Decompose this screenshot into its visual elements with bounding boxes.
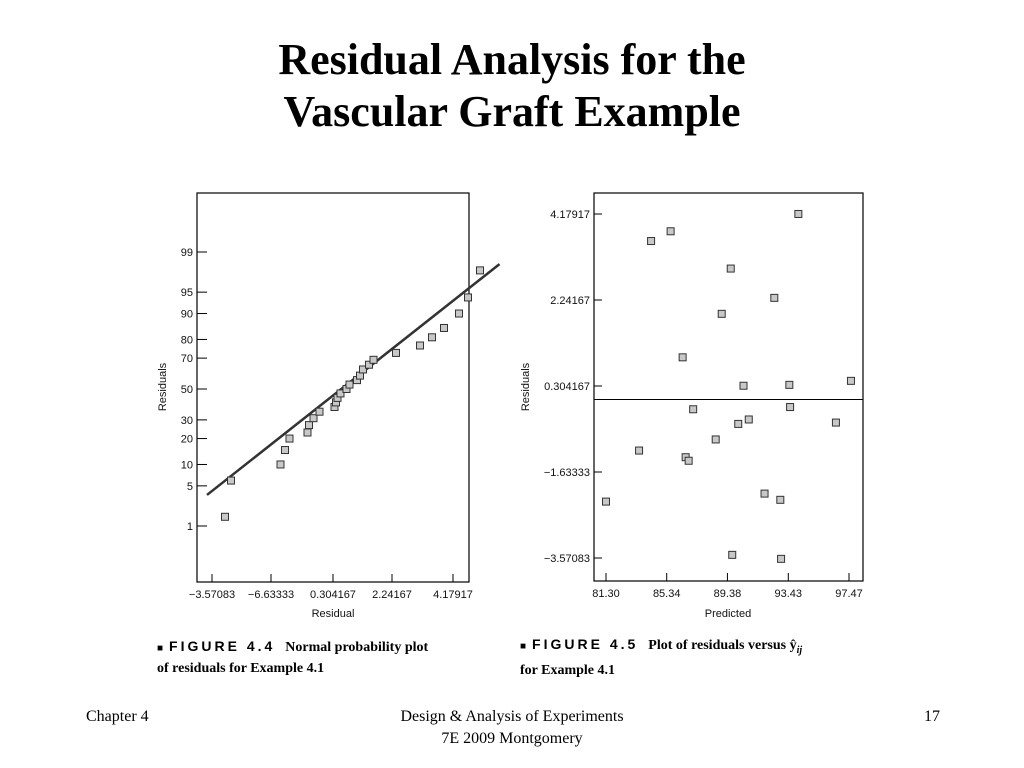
y-tick-label: 5 xyxy=(186,480,193,493)
data-point xyxy=(690,406,697,413)
caption-marker: ■ xyxy=(157,643,164,654)
x-tick-label: 93.43 xyxy=(774,588,803,600)
x-axis-ticks xyxy=(592,573,863,600)
data-point xyxy=(761,490,768,497)
data-point xyxy=(685,457,692,464)
figure-label: FIGURE 4.5 xyxy=(532,636,639,652)
x-tick-label: −6.63333 xyxy=(247,589,295,601)
footer-page-number: 17 xyxy=(924,708,940,725)
footer-book xyxy=(312,706,712,750)
y-tick-label: 2.24167 xyxy=(550,295,590,307)
data-point xyxy=(795,210,802,217)
residuals-vs-predicted-plot xyxy=(520,193,863,620)
y-tick-label: 50 xyxy=(180,384,193,396)
data-point xyxy=(417,342,424,349)
y-tick-label: −1.63333 xyxy=(543,467,590,479)
slide-title-line1: Residual Analysis for the xyxy=(278,35,746,84)
y-tick-label: 10 xyxy=(180,459,193,472)
y-axis-ticks xyxy=(544,209,602,565)
y-axis-ticks xyxy=(181,247,207,533)
data-point xyxy=(727,265,734,272)
x-axis-ticks xyxy=(189,574,473,601)
data-point xyxy=(787,404,794,411)
data-point xyxy=(286,435,293,442)
data-point xyxy=(370,356,377,363)
x-tick-label: 89.38 xyxy=(713,588,742,600)
y-tick-label: 95 xyxy=(180,287,193,300)
data-point xyxy=(729,551,736,558)
y-tick-label: 20 xyxy=(180,433,193,446)
y-tick-label: 30 xyxy=(180,414,193,427)
data-point xyxy=(667,228,674,235)
y-tick-label: 99 xyxy=(180,247,193,259)
y-axis-label: Residuals xyxy=(157,362,169,412)
data-point xyxy=(777,496,784,503)
caption-subscript: ij xyxy=(796,644,803,656)
y-tick-label: 80 xyxy=(180,334,193,347)
figure-4-5-caption xyxy=(520,634,802,681)
y-tick-label: 0.304167 xyxy=(544,381,590,394)
data-point xyxy=(282,447,289,454)
x-axis-label: Residual xyxy=(311,608,355,620)
x-tick-label: 4.17917 xyxy=(433,589,473,601)
x-tick-label: 0.304167 xyxy=(310,589,356,601)
normal-probability-plot xyxy=(157,193,500,620)
y-tick-label: 90 xyxy=(180,308,193,321)
data-point xyxy=(778,555,785,562)
caption-line1: Normal probability plot xyxy=(285,640,429,655)
data-point xyxy=(745,416,752,423)
data-point xyxy=(636,447,643,454)
data-point xyxy=(648,238,655,245)
plot-frame xyxy=(594,193,863,581)
data-points xyxy=(222,267,484,520)
data-point xyxy=(771,294,778,301)
data-point xyxy=(735,420,742,427)
plot-frame xyxy=(197,193,469,582)
footer-book-line2: 7E 2009 Montgomery xyxy=(441,730,583,747)
caption-marker: ■ xyxy=(520,641,527,652)
slide-title-line2: Vascular Graft Example xyxy=(283,87,741,136)
data-point xyxy=(429,334,436,341)
x-axis-label: Predicted xyxy=(704,608,752,620)
caption-line2: of residuals for Example 4.1 xyxy=(157,661,325,676)
data-point xyxy=(477,267,484,274)
data-point xyxy=(718,310,725,317)
figure-4-4-caption xyxy=(157,636,428,679)
data-point xyxy=(679,354,686,361)
data-point xyxy=(346,381,353,388)
data-point xyxy=(712,436,719,443)
data-point xyxy=(393,349,400,356)
y-tick-label: 4.17917 xyxy=(550,209,590,221)
data-point xyxy=(304,429,311,436)
x-tick-label: 2.24167 xyxy=(372,589,412,601)
data-point xyxy=(603,498,610,505)
data-point xyxy=(832,419,839,426)
data-point xyxy=(465,294,472,301)
data-point xyxy=(786,381,793,388)
x-tick-label: 97.47 xyxy=(835,588,863,600)
caption-line2: for Example 4.1 xyxy=(520,662,616,678)
footer-chapter: Chapter 4 xyxy=(86,708,149,725)
data-point xyxy=(306,422,313,429)
x-tick-label: −3.57083 xyxy=(188,589,236,601)
data-point xyxy=(456,310,463,317)
caption-line1: Plot of residuals versus ŷ xyxy=(648,638,797,653)
data-point xyxy=(277,461,284,468)
data-point xyxy=(441,324,448,331)
data-point xyxy=(740,382,747,389)
x-tick-label: 85.34 xyxy=(652,588,681,600)
data-point xyxy=(222,513,229,520)
data-point xyxy=(316,408,323,415)
figure-label: FIGURE 4.4 xyxy=(169,638,276,654)
data-points xyxy=(603,210,855,562)
data-point xyxy=(310,415,317,422)
data-point xyxy=(228,477,235,484)
y-axis-label: Residuals xyxy=(520,362,532,412)
y-tick-label: −3.57083 xyxy=(543,553,590,565)
footer-book-line1: Design & Analysis of Experiments xyxy=(400,708,624,725)
data-point xyxy=(847,377,854,384)
y-tick-label: 1 xyxy=(186,521,193,533)
x-tick-label: 81.30 xyxy=(592,588,620,600)
y-tick-label: 70 xyxy=(180,353,193,366)
